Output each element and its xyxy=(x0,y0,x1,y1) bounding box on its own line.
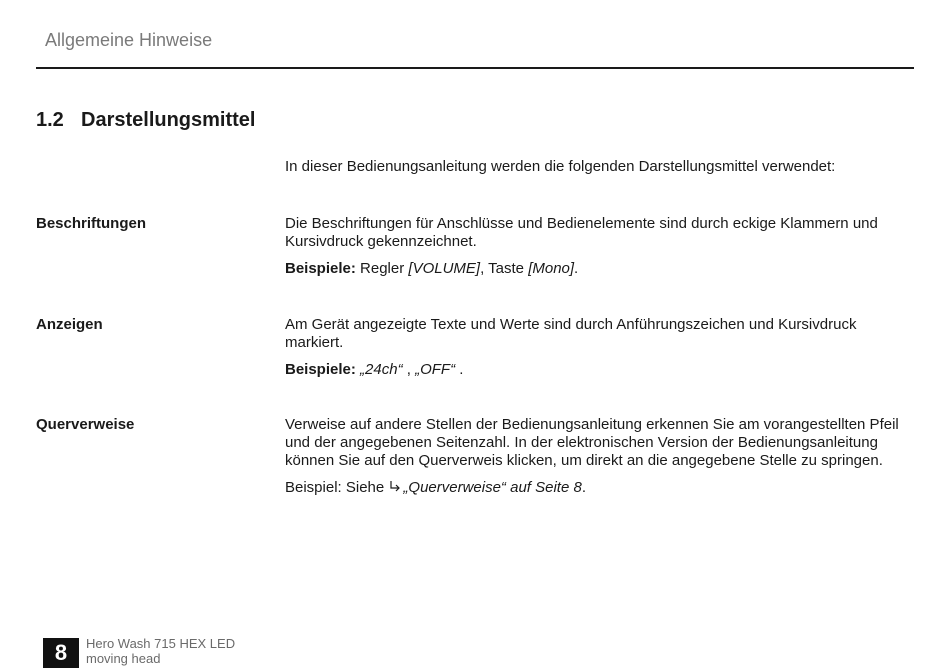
term-querverweise: Querverweise xyxy=(36,416,135,433)
example-text: Regler xyxy=(355,260,409,277)
example-end: . xyxy=(455,361,464,378)
example-display-off: „OFF“ xyxy=(415,361,456,378)
header-divider xyxy=(36,67,914,69)
intro-paragraph: In dieser Bedienungsanleitung werden die folgenden Darstellungsmittel verwendet: xyxy=(285,158,836,175)
example-label: Beispiele: xyxy=(285,260,356,277)
example-separator: , xyxy=(402,361,416,378)
running-header: Allgemeine Hinweise xyxy=(45,30,213,50)
footer-product-name: Hero Wash 715 HEX LED xyxy=(86,636,236,651)
desc-text: Verweise auf andere Stellen der Bedienungsanleitung erkennen Sie am vorangestellten Pfeil und der angegebenen Seitenzahl. In der elektronischen Version der Bedienungsanleitung können Sie auf den Querverweis klicken, um direkt an die angegebene Stelle zu springen. xyxy=(285,416,899,469)
term-anzeigen: Anzeigen xyxy=(36,316,103,333)
desc-querverweise xyxy=(285,416,910,506)
example-text: , Taste xyxy=(480,260,529,277)
term-beschriftungen: Beschriftungen xyxy=(36,215,147,232)
footer-product-type: moving head xyxy=(86,651,161,666)
desc-anzeigen xyxy=(285,316,910,388)
cross-reference-text[interactable]: „Querverweise“ auf Seite 8 xyxy=(403,479,582,496)
cross-reference-link[interactable] xyxy=(388,479,581,496)
section-number: 1.2 xyxy=(36,109,64,131)
example-end: . xyxy=(581,479,586,496)
example-control-mono: [Mono] xyxy=(528,260,575,277)
page-number-badge: 8 xyxy=(43,638,79,668)
section-title: Darstellungsmittel xyxy=(81,109,256,131)
example-line xyxy=(285,361,910,379)
example-display-24ch: „24ch“ xyxy=(360,361,403,378)
desc-text: Am Gerät angezeigte Texte und Werte sind durch Anführungszeichen und Kursivdruck markiert. xyxy=(285,316,857,351)
desc-text: Die Beschriftungen für Anschlüsse und Bedienelemente sind durch eckige Klammern und Kursivdruck gekennzeichnet. xyxy=(285,215,878,250)
section-heading xyxy=(36,109,255,132)
desc-beschriftungen xyxy=(285,215,910,287)
example-line xyxy=(285,260,910,278)
example-end: . xyxy=(574,260,579,277)
cross-reference-arrow-icon xyxy=(388,480,402,494)
example-control-volume: [VOLUME] xyxy=(408,260,481,277)
example-prefix: Beispiel: Siehe xyxy=(285,479,389,496)
example-line xyxy=(285,479,910,497)
footer-product xyxy=(86,636,235,666)
example-label: Beispiele: xyxy=(285,361,356,378)
